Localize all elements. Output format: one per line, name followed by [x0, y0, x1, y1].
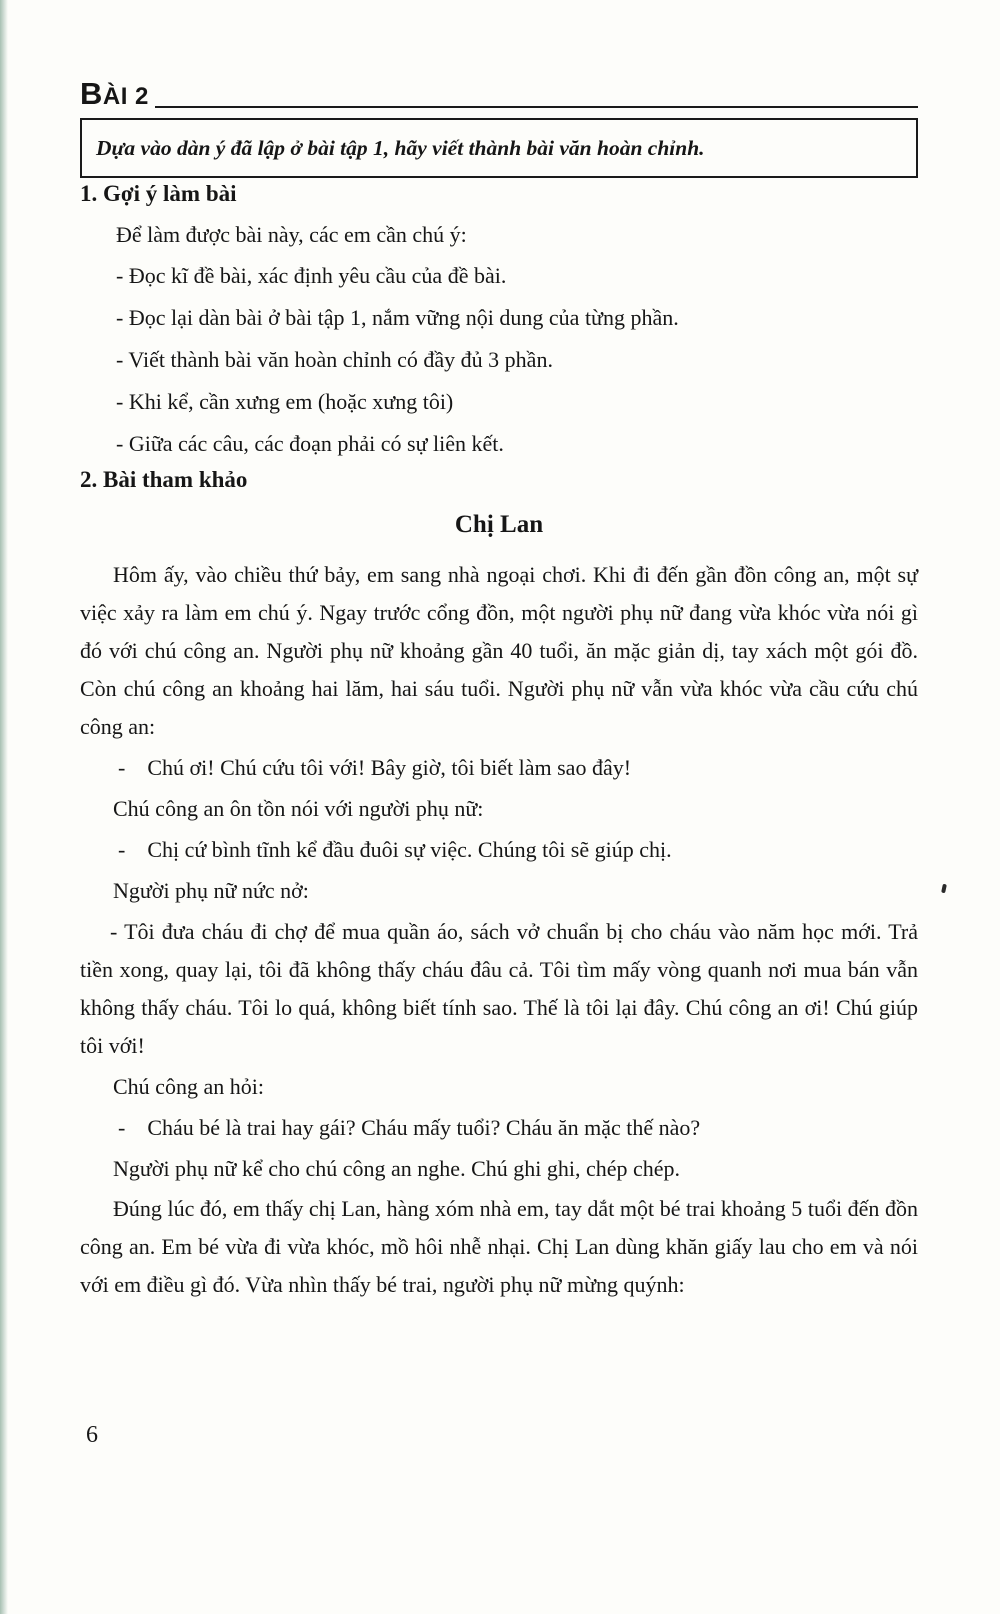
story-paragraph: Người phụ nữ nức nở:	[113, 878, 309, 903]
guide-item: - Khi kể, cần xưng em (hoặc xưng tôi)	[116, 389, 454, 414]
dialogue-paragraph: - Tôi đưa cháu đi chợ để mua quần áo, sách vở chuẩn bị cho cháu vào năm học mới. Trả tiền xong, quay lại, tôi đã không thấy cháu đâu cả. Tôi tìm mấy vòng quanh nơi mua bán vẫn không thấy cháu. Tôi lo quá, không biết tính sao. Thế là tôi lại đây. Chú công an ơi! Chú giúp tôi với!	[80, 919, 918, 1058]
lesson-label: BÀI 2	[80, 76, 149, 111]
task-box	[80, 118, 918, 178]
story-title: Chị Lan	[454, 511, 544, 538]
header-rule	[155, 106, 918, 108]
lesson-header	[80, 78, 918, 110]
story-paragraph: Hôm ấy, vào chiều thứ bảy, em sang nhà ngoại chơi. Khi đi đến gần đồn công an, một sự việc xảy ra làm em chú ý. Ngay trước cổng đồn, một người phụ nữ đang vừa khóc vừa nói gì đó với chú công an. Người phụ nữ khoảng gần 40 tuổi, ăn mặc giản dị, tay xách một gói đồ. Còn chú công an khoảng hai lăm, hai sáu tuổi. Người phụ nữ vẫn vừa khóc vừa cầu cứu chú công an:	[80, 562, 918, 739]
page-number: 6	[86, 1422, 98, 1448]
story-paragraph: Chú công an ôn tồn nói với người phụ nữ:	[113, 796, 484, 821]
reference-heading: 2. Bài tham khảo	[80, 467, 248, 492]
guide-item: - Viết thành bài văn hoàn chỉnh có đầy đủ 3 phần.	[116, 347, 553, 372]
story-paragraph: Đúng lúc đó, em thấy chị Lan, hàng xóm nhà em, tay dắt một bé trai khoảng 5 tuổi đến đồn công an. Em bé vừa đi vừa khóc, mồ hôi nhễ nhại. Chị Lan dùng khăn giấy lau cho em và nói với em điều gì đó. Vừa nhìn thấy bé trai, người phụ nữ mừng quýnh:	[80, 1196, 918, 1297]
guide-intro: Để làm được bài này, các em cần chú ý:	[116, 222, 467, 247]
task-text: Dựa vào dàn ý đã lập ở bài tập 1, hãy viết thành bài văn hoàn chỉnh.	[96, 136, 705, 160]
guide-item: - Đọc lại dàn bài ở bài tập 1, nắm vững nội dung của từng phần.	[116, 305, 679, 330]
guide-item: - Giữa các câu, các đoạn phải có sự liên kết.	[116, 431, 504, 456]
dialogue-line: - Chú ơi! Chú cứu tôi với! Bây giờ, tôi biết làm sao đây!	[118, 755, 632, 780]
dialogue-line: - Cháu bé là trai hay gái? Cháu mấy tuổi? Cháu ăn mặc thế nào?	[118, 1115, 701, 1140]
story-paragraph: Người phụ nữ kể cho chú công an nghe. Chú ghi ghi, chép chép.	[113, 1156, 681, 1181]
guide-item: - Đọc kĩ đề bài, xác định yêu cầu của đề bài.	[116, 263, 507, 288]
story-paragraph: Chú công an hỏi:	[113, 1074, 264, 1099]
scan-speck	[941, 884, 947, 894]
guide-heading: 1. Gợi ý làm bài	[80, 181, 237, 206]
dialogue-line: - Chị cứ bình tĩnh kể đầu đuôi sự việc. Chúng tôi sẽ giúp chị.	[118, 837, 672, 862]
